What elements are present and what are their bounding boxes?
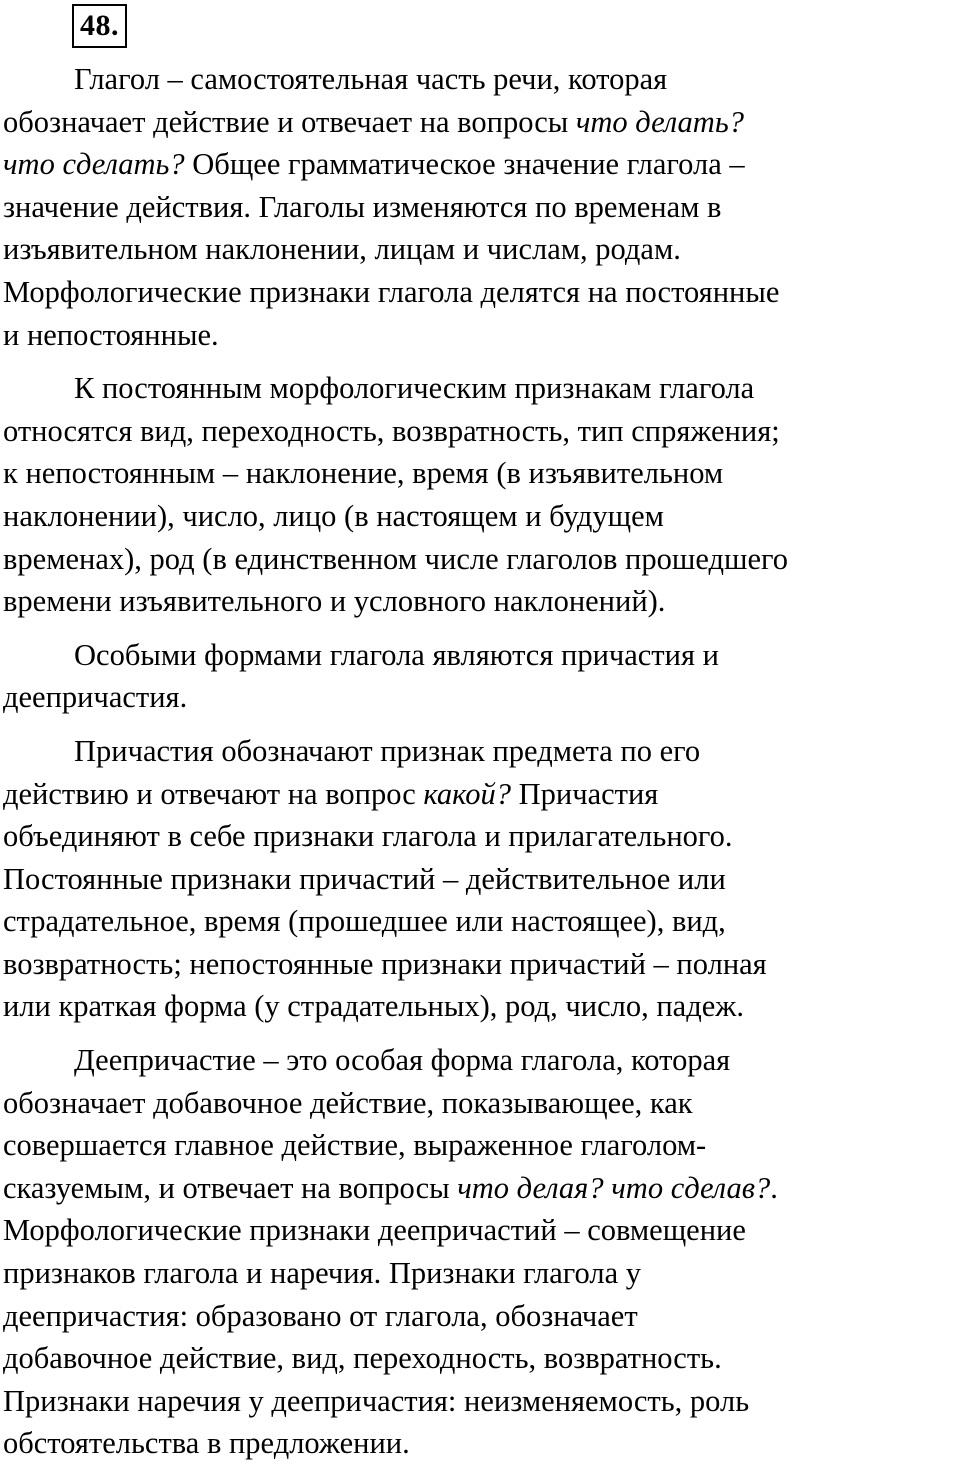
text-segment: К постоянным морфологическим признакам глагола bbox=[74, 371, 755, 406]
text-line bbox=[3, 1422, 958, 1465]
text-segment: действию и отвечают на вопрос bbox=[3, 776, 424, 811]
text-segment: Деепричастие – это особая форма глагола, которая bbox=[74, 1043, 731, 1078]
italic-question: что сделать? bbox=[3, 147, 185, 182]
text-line bbox=[3, 186, 958, 229]
text-line bbox=[3, 367, 958, 410]
text-line bbox=[3, 943, 958, 986]
text-line bbox=[3, 1167, 958, 1210]
text-segment: или краткая форма (у страдательных), род, число, падеж. bbox=[3, 989, 744, 1024]
text-line bbox=[3, 58, 958, 101]
text-segment: Особыми формами глагола являются причастия и bbox=[74, 637, 719, 672]
text-line bbox=[3, 1380, 958, 1423]
paragraph bbox=[3, 730, 958, 1028]
text-line bbox=[3, 773, 958, 816]
text-segment: обозначает действие и отвечает на вопросы bbox=[3, 104, 576, 139]
text-line bbox=[3, 1082, 958, 1125]
text-segment: страдательное, время (прошедшее или настоящее), вид, bbox=[3, 904, 726, 939]
paragraph bbox=[3, 58, 958, 356]
text-segment: признаков глагола и наречия. Признаки глагола у bbox=[3, 1256, 642, 1291]
text-line bbox=[3, 271, 958, 314]
text-line bbox=[3, 1039, 958, 1082]
text-segment: деепричастия: образовано от глагола, обозначает bbox=[3, 1298, 638, 1333]
text-line bbox=[3, 538, 958, 581]
text-line bbox=[3, 634, 958, 677]
italic-question: что делая? что сделав? bbox=[457, 1170, 771, 1205]
text-segment: наклонении), число, лицо (в настоящем и будущем bbox=[3, 498, 664, 533]
text-line bbox=[3, 858, 958, 901]
paragraph bbox=[3, 634, 958, 719]
exercise-number-box bbox=[72, 4, 127, 48]
text-line bbox=[3, 101, 958, 144]
text-segment: относятся вид, переходность, возвратность, тип спряжения; bbox=[3, 413, 780, 448]
text-segment: времени изъявительного и условного наклонений). bbox=[3, 584, 666, 619]
text-segment: Признаки наречия у деепричастия: неизменяемость, роль bbox=[3, 1383, 750, 1418]
text-segment: добавочное действие, вид, переходность, возвратность. bbox=[3, 1341, 722, 1376]
text-segment: возвратность; непостоянные признаки причастий – полная bbox=[3, 946, 767, 981]
text-line bbox=[3, 900, 958, 943]
text-segment: сказуемым, и отвечает на вопросы bbox=[3, 1170, 458, 1205]
text-segment: изъявительном наклонении, лицам и числам, родам. bbox=[3, 232, 681, 267]
exercise-number: 48. bbox=[80, 9, 119, 42]
text-line bbox=[3, 985, 958, 1028]
text-segment: значение действия. Глаголы изменяются по временам в bbox=[3, 189, 722, 224]
text-segment: Глагол – самостоятельная часть речи, которая bbox=[74, 62, 668, 96]
paragraph bbox=[3, 367, 958, 623]
paragraph bbox=[3, 1380, 958, 1465]
text-segment: временах), род (в единственном числе глаголов прошедшего bbox=[3, 541, 789, 576]
text-segment: деепричастия. bbox=[3, 680, 188, 715]
text-line bbox=[3, 580, 958, 623]
text-segment: Постоянные признаки причастий – действительное или bbox=[3, 861, 726, 896]
text-segment: Причастия bbox=[511, 776, 659, 811]
text-segment: Причастия обозначают признак предмета по его bbox=[74, 733, 701, 768]
text-segment: Морфологические признаки деепричастий – совмещение bbox=[3, 1213, 746, 1248]
italic-question: что делать? bbox=[575, 104, 744, 139]
text-line bbox=[3, 676, 958, 719]
text-segment: Общее грамматическое значение глагола – bbox=[184, 147, 745, 182]
text-line bbox=[3, 228, 958, 271]
italic-question: какой? bbox=[423, 776, 512, 811]
text-segment: совершается главное действие, выраженное глаголом- bbox=[3, 1128, 707, 1163]
text-segment: объединяют в себе признаки глагола и прилагательного. bbox=[3, 819, 733, 854]
text-segment: Морфологические признаки глагола делятся на постоянные bbox=[3, 274, 780, 309]
text-line bbox=[3, 1337, 958, 1380]
text-line bbox=[3, 314, 958, 357]
text-line bbox=[3, 410, 958, 453]
text-line bbox=[3, 452, 958, 495]
text-line bbox=[3, 730, 958, 773]
text-line bbox=[3, 143, 958, 186]
text-line bbox=[3, 495, 958, 538]
text-segment: и непостоянные. bbox=[3, 317, 219, 352]
text-line bbox=[3, 1295, 958, 1338]
text-line bbox=[3, 1209, 958, 1252]
text-line bbox=[3, 1252, 958, 1295]
text-line bbox=[3, 815, 958, 858]
text-segment: . bbox=[770, 1170, 778, 1205]
text-segment: обозначает добавочное действие, показывающее, как bbox=[3, 1085, 693, 1120]
text-segment: обстоятельства в предложении. bbox=[3, 1426, 410, 1461]
exercise-text bbox=[3, 58, 958, 1476]
text-segment: к непостоянным – наклонение, время (в изъявительном bbox=[3, 456, 724, 491]
paragraph bbox=[3, 1039, 958, 1380]
text-line bbox=[3, 1124, 958, 1167]
